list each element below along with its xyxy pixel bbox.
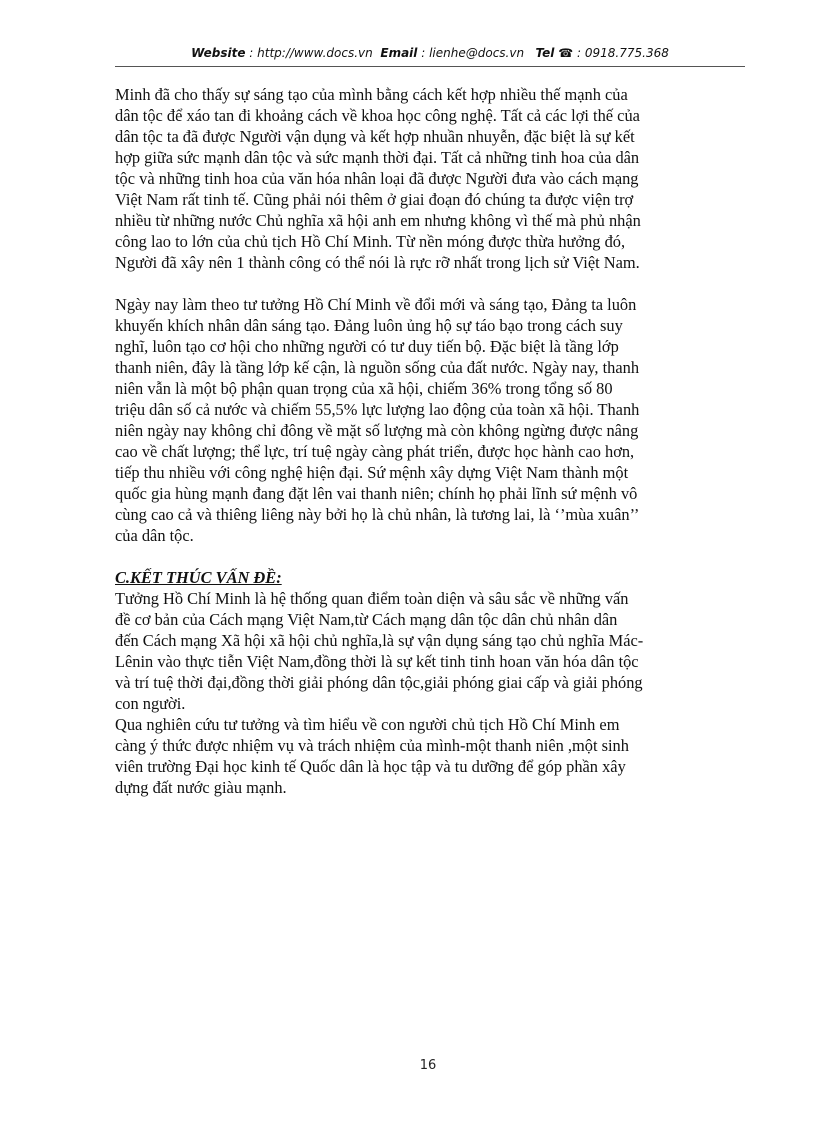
email-label: Email bbox=[380, 46, 418, 60]
section-heading: C.KẾT THÚC VẤN ĐỀ: bbox=[115, 568, 282, 587]
website-value: : http://www.docs.vn bbox=[249, 46, 373, 60]
text-line: Qua nghiên cứu tư tưởng và tìm hiểu về con người chủ tịch Hồ Chí Minh em bbox=[115, 715, 620, 734]
text-line: nghĩ, luôn tạo cơ hội cho những người có tư duy tiến bộ. Đặc biệt là tầng lớp bbox=[115, 337, 619, 356]
phone-icon: ☎ bbox=[558, 46, 574, 60]
body-text bbox=[115, 84, 743, 798]
text-line: đề cơ bản của Cách mạng Việt Nam,từ Cách mạng dân tộc dân chủ nhân dân bbox=[115, 610, 618, 629]
paragraph-1 bbox=[115, 84, 743, 273]
text-line: cùng cao cả và thiêng liêng này bởi họ là chủ nhân, là tương lai, là ‘’mùa xuân’’ bbox=[115, 505, 640, 524]
paragraph-4 bbox=[115, 714, 743, 798]
text-line: tộc và những tinh hoa của văn hóa nhân loại đã được Người đưa vào cách mạng bbox=[115, 169, 639, 188]
paragraph-2 bbox=[115, 294, 743, 546]
text-line: Người đã xây nên 1 thành công có thể nói là rực rỡ nhất trong lịch sử Việt Nam. bbox=[115, 253, 640, 272]
text-line: niên vẫn là một bộ phận quan trọng của xã hội, chiếm 36% trong tổng số 80 bbox=[115, 379, 613, 398]
text-line: Minh đã cho thấy sự sáng tạo của mình bằng cách kết hợp nhiều thế mạnh của bbox=[115, 85, 628, 104]
text-line: cao về chất lượng; thể lực, trí tuệ ngày càng phát triển, được học hành cao hơn, bbox=[115, 442, 635, 461]
text-line: đến Cách mạng Xã hội xã hội chủ nghĩa,là sự vận dụng sáng tạo chủ nghĩa Mác- bbox=[115, 631, 644, 650]
paragraph-3 bbox=[115, 588, 743, 714]
text-line: khuyến khích nhân dân sáng tạo. Đảng luôn ủng hộ sự táo bạo trong cách suy bbox=[115, 316, 623, 335]
text-line: thanh niên, đây là tầng lớp kế cận, là nguồn sống của đất nước. Ngày nay, thanh bbox=[115, 358, 640, 377]
tel-label: Tel bbox=[535, 46, 555, 60]
text-line: hợp giữa sức mạnh dân tộc và sức mạnh thời đại. Tất cả những tinh hoa của dân bbox=[115, 148, 640, 167]
text-line: tiếp thu nhiều với công nghệ hiện đại. Sứ mệnh xây dựng Việt Nam thành một bbox=[115, 463, 629, 482]
text-line: của dân tộc. bbox=[115, 526, 194, 545]
page-header bbox=[115, 46, 745, 60]
text-line: công lao to lớn của chủ tịch Hồ Chí Minh. Từ nền móng được thừa hưởng đó, bbox=[115, 232, 626, 251]
email-value: : lienhe@docs.vn bbox=[421, 46, 525, 60]
page-number: 16 bbox=[419, 1058, 437, 1073]
header-divider bbox=[115, 66, 745, 67]
text-line: con người. bbox=[115, 694, 186, 713]
text-line: Lênin vào thực tiễn Việt Nam,đồng thời là sự kết tinh tinh hoan văn hóa dân tộc bbox=[115, 652, 639, 671]
text-line: Tưởng Hồ Chí Minh là hệ thống quan điểm toàn diện và sâu sắc về những vấn bbox=[115, 589, 629, 608]
text-line: và trí tuệ thời đại,đồng thời giải phóng dân tộc,giải phóng giai cấp và giải phóng bbox=[115, 673, 643, 692]
text-line: Việt Nam rất tinh tế. Cũng phải nói thêm ở giai đoạn đó chúng ta được viện trợ bbox=[115, 190, 634, 209]
text-line: quốc gia hùng mạnh đang đặt lên vai thanh niên; chính họ phải lĩnh sứ mệnh vô bbox=[115, 484, 638, 503]
website-label: Website bbox=[191, 46, 246, 60]
text-line: niên ngày nay không chỉ đông về mặt số lượng mà còn không ngừng được nâng bbox=[115, 421, 639, 440]
text-line: dân tộc để xáo tan đi khoảng cách về khoa học công nghệ. Tất cả các lợi thế của bbox=[115, 106, 640, 125]
text-line: dựng đất nước giàu mạnh. bbox=[115, 778, 287, 797]
text-line: Ngày nay làm theo tư tưởng Hồ Chí Minh về đổi mới và sáng tạo, Đảng ta luôn bbox=[115, 295, 637, 314]
text-line: nhiều từ những nước Chủ nghĩa xã hội anh em nhưng không vì thế mà phủ nhận bbox=[115, 211, 641, 230]
text-line: càng ý thức được nhiệm vụ và trách nhiệm của mình-một thanh niên ,một sinh bbox=[115, 736, 629, 755]
text-line: dân tộc ta đã được Người vận dụng và kết hợp nhuần nhuyễn, đặc biệt là sự kết bbox=[115, 127, 635, 146]
text-line: viên trường Đại học kinh tế Quốc dân là học tập và tu dưỡng để góp phần xây bbox=[115, 757, 626, 776]
tel-value: : 0918.775.368 bbox=[577, 46, 669, 60]
text-line: triệu dân số cả nước và chiếm 55,5% lực lượng lao động của toàn xã hội. Thanh bbox=[115, 400, 640, 419]
